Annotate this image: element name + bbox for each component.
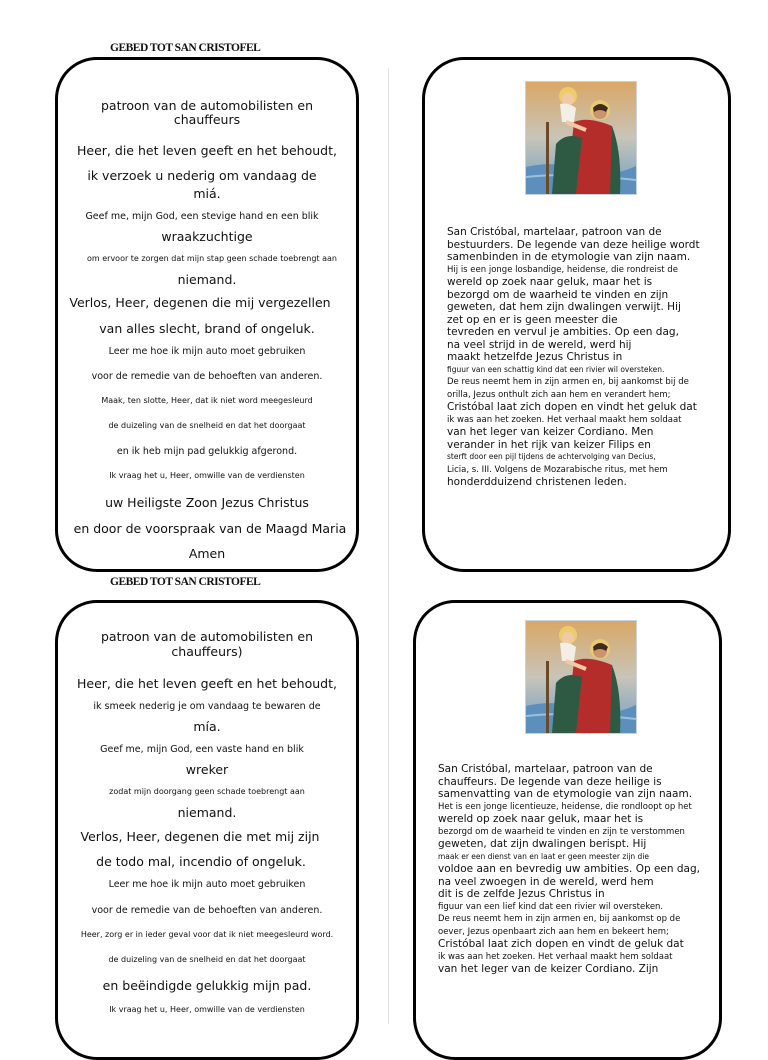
story-line: orilla, Jezus onthult zich aan hem en verandert hem; <box>447 389 671 400</box>
story-line: Cristóbal laat zich dopen en vindt het geluk dat <box>447 401 697 413</box>
story-line: maak er een dienst van en laat er geen meester zijn die <box>438 851 650 861</box>
prayer-line: Geef me, mijn God, een stevige hand en een blik <box>85 211 319 222</box>
prayer-card-bottom <box>55 600 359 1060</box>
story-text <box>438 763 709 976</box>
prayer-line: patroon van de automobilisten en <box>100 98 314 113</box>
prayer-line: van alles slecht, brand of ongeluk. <box>99 321 315 336</box>
story-line: De reus neemt hem in zijn armen en, bij aankomst op de <box>438 914 681 924</box>
story-line: De reus neemt hem in zijn armen en, bij aankomst bij de <box>447 377 689 387</box>
prayer-line: Ik vraag het u, Heer, omwille van de verdiensten <box>109 471 305 480</box>
prayer-line: om ervoor te zorgen dat mijn stap geen schade toebrengt aan <box>87 254 337 263</box>
prayer-line: Geef me, mijn God, een vaste hand en blik <box>100 744 304 755</box>
story-line: van het leger van de keizer Cordiano. Zijn <box>438 963 659 975</box>
prayer-line: niemand. <box>177 272 237 287</box>
prayer-line: Heer, die het leven geeft en het behoudt, <box>77 143 337 158</box>
story-card-top <box>422 57 731 572</box>
story-line: wereld op zoek naar geluk, maar het is <box>447 276 653 288</box>
prayer-line: voor de remedie van de behoeften van anderen. <box>91 905 323 916</box>
story-line: figuur van een lief kind dat een rivier wil oversteken. <box>438 901 664 912</box>
prayer-line: voor de remedie van de behoeften van anderen. <box>91 371 323 382</box>
prayer-line: chauffeurs <box>173 112 241 127</box>
prayer-line: de duizeling van de snelheid en dat het doorgaat <box>108 421 306 430</box>
story-line: oever, Jezus openbaart zich aan hem en bekeert hem; <box>438 926 669 937</box>
center-divider <box>388 68 389 1024</box>
prayer-line: Amen <box>188 546 226 561</box>
story-line: maakt hetzelfde Jezus Christus in <box>447 351 623 363</box>
story-line: Hij is een jonge losbandige, heidense, die rondreist de <box>447 264 678 275</box>
prayer-line: wreker <box>185 762 229 777</box>
saint-christopher-image <box>525 81 637 195</box>
story-line: San Cristóbal, martelaar, patroon van de <box>447 226 662 238</box>
prayer-line: en ik heb mijn pad gelukkig afgerond. <box>116 446 298 457</box>
story-line: tevreden en vervul je ambities. Op een dag, <box>447 326 679 338</box>
story-line: ik was aan het zoeken. Het verhaal maakt hem soldaat <box>438 951 673 962</box>
story-line: na veel strijd in de wereld, werd hij <box>447 338 632 351</box>
story-line: bestuurders. De legende van deze heilige wordt <box>447 238 700 251</box>
prayer-line: ik smeek nederig je om vandaag te bewaren de <box>93 701 321 712</box>
prayer-line: de todo mal, incendio of ongeluk. <box>96 854 306 869</box>
story-line: ik was aan het zoeken. Het verhaal maakt hem soldaat <box>447 414 682 425</box>
saint-christopher-image <box>525 620 637 734</box>
story-line: dit is de zelfde Jezus Christus in <box>438 888 605 900</box>
prayer-line: en beëindigde gelukkig mijn pad. <box>102 978 312 993</box>
prayer-line: ik verzoek u nederig om vandaag de <box>87 168 317 183</box>
story-line: verander in het rijk van keizer Filips en <box>447 438 651 451</box>
story-line: figuur van een schattig kind dat een rivier wil oversteken. <box>447 364 665 374</box>
page-title: GEBED TOT SAN CRISTOFEL <box>110 42 261 54</box>
story-line: bezorgd om de waarheid te vinden en zijn <box>447 288 669 301</box>
story-line: samenvatting van de etymologie van zijn naam. <box>438 788 693 800</box>
story-line: Het is een jonge licentieuze, heidense, die rondloopt op het <box>438 801 692 812</box>
story-line: geweten, dat zijn dwalingen berispt. Hij <box>438 838 647 850</box>
prayer-line: niemand. <box>177 805 237 820</box>
story-line: sterft door een pijl tijdens de achtervolging van Decius, <box>447 452 656 461</box>
page-title-bottom: GEBED TOT SAN CRISTOFEL <box>110 576 261 588</box>
prayer-line: Leer me hoe ik mijn auto moet gebruiken <box>108 346 306 357</box>
story-line: geweten, dat hem zijn dwalingen verwijt. Hij <box>447 301 681 313</box>
story-line: honderdduizend christenen leden. <box>447 476 627 488</box>
prayer-line: Heer, die het leven geeft en het behoudt, <box>77 676 337 691</box>
story-line: Licia, s. III. Volgens de Mozarabische ritus, met hem <box>447 464 668 475</box>
story-line: San Cristóbal, martelaar, patroon van de <box>438 763 653 775</box>
prayer-line: miá. <box>193 186 221 201</box>
prayer-line: Heer, zorg er in ieder geval voor dat ik niet meegesleurd word. <box>80 930 334 939</box>
prayer-line: Verlos, Heer, degenen die mij vergezellen <box>69 295 331 310</box>
prayer-line: zodat mijn doorgang geen schade toebrengt aan <box>109 787 305 796</box>
prayer-line: en door de voorspraak van de Maagd Maria <box>73 521 347 536</box>
story-line: wereld op zoek naar geluk, maar het is <box>438 813 644 825</box>
prayer-line: patroon van de automobilisten en <box>100 629 314 644</box>
prayer-line: Ik vraag het u, Heer, omwille van de verdiensten <box>109 1005 305 1014</box>
story-text <box>447 226 718 489</box>
story-line: voldoe aan en bevredig uw ambities. Op een dag, <box>438 863 700 875</box>
prayer-line: de duizeling van de snelheid en dat het doorgaat <box>108 955 306 964</box>
prayer-line: Leer me hoe ik mijn auto moet gebruiken <box>108 879 306 890</box>
prayer-line: wraakzuchtige <box>161 229 253 244</box>
story-line: Cristóbal laat zich dopen en vindt de geluk dat <box>438 938 684 950</box>
story-line: samenbinden in de etymologie van zijn naam. <box>447 251 691 263</box>
prayer-line: Maak, ten slotte, Heer, dat ik niet word meegesleurd <box>101 396 313 405</box>
prayer-card-top <box>55 57 359 572</box>
story-line: van het leger van keizer Cordiano. Men <box>447 426 654 438</box>
story-line: chauffeurs. De legende van deze heilige is <box>438 775 662 788</box>
story-card-bottom <box>413 600 722 1060</box>
prayer-line: chauffeurs) <box>171 644 243 659</box>
prayer-line: uw Heiligste Zoon Jezus Christus <box>105 495 309 510</box>
story-line: zet op en er is geen meester die <box>447 313 618 326</box>
prayer-line: mía. <box>193 719 221 734</box>
prayer-line: Verlos, Heer, degenen die met mij zijn <box>80 829 320 844</box>
story-line: bezorgd om de waarheid te vinden en zijn te verstommen <box>438 826 685 837</box>
story-line: na veel zwoegen in de wereld, werd hem <box>438 875 654 888</box>
